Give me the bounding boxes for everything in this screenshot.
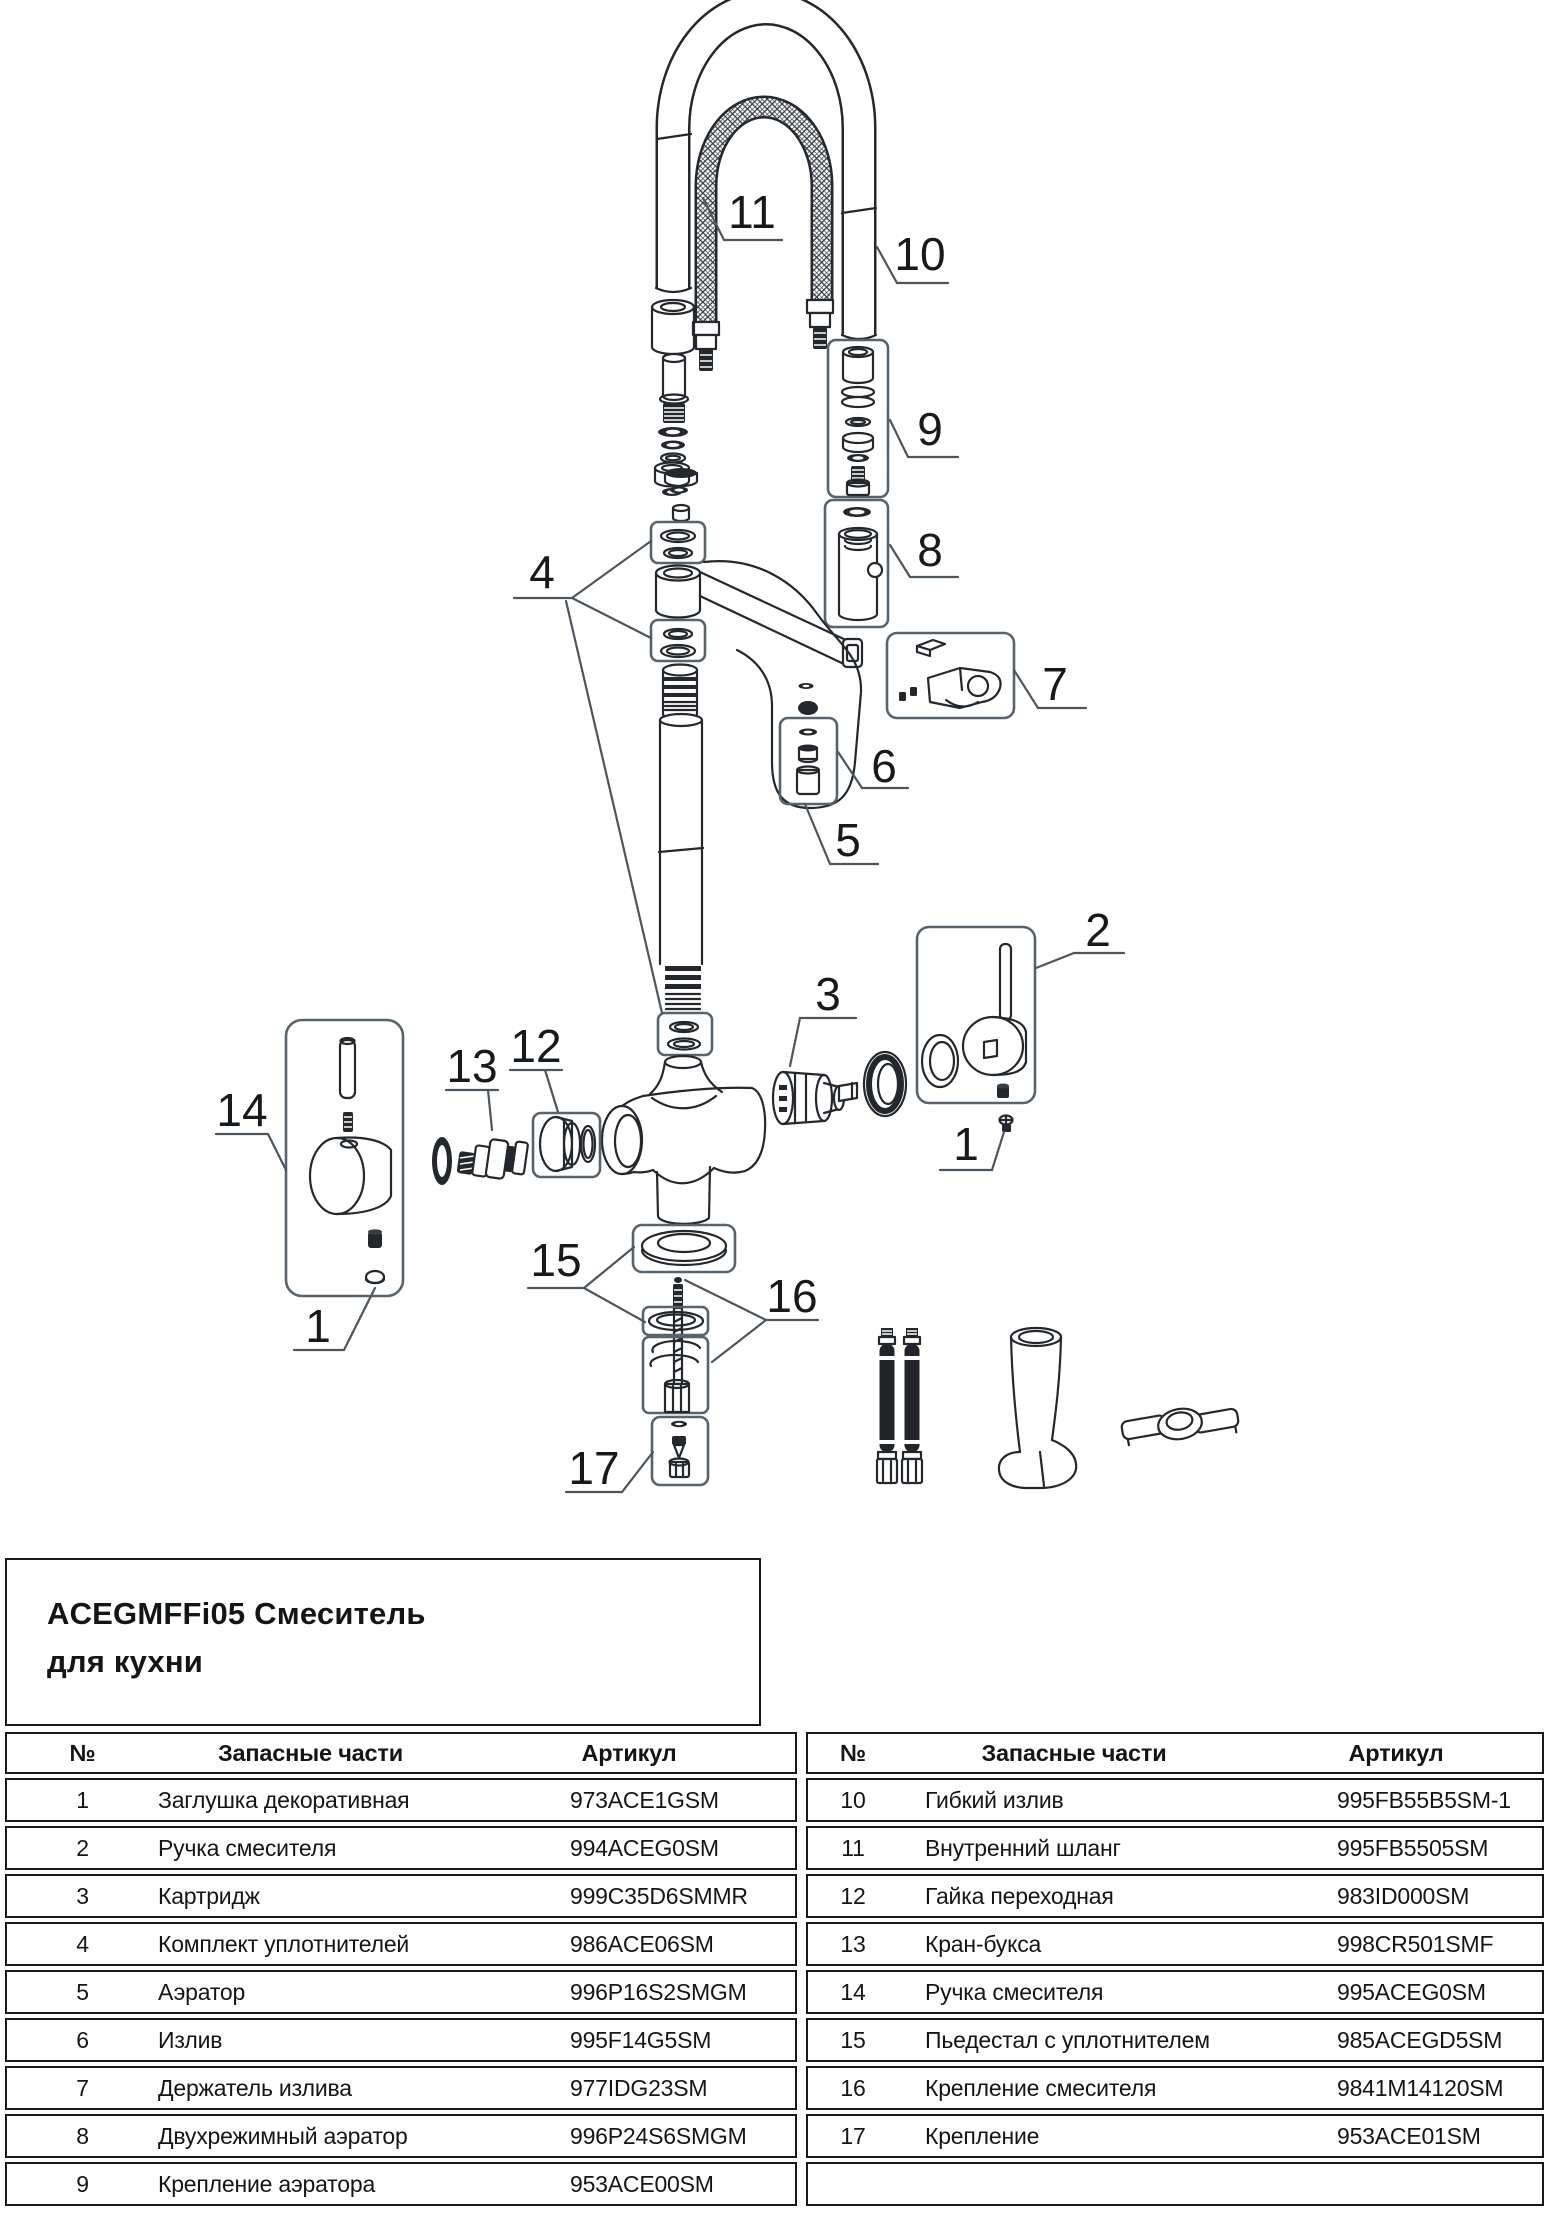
callout-17: 17	[568, 1442, 620, 1494]
cell-num: 7	[76, 2074, 89, 2101]
seal-kit-and-spout	[651, 468, 862, 1055]
title-line-2: для кухни	[47, 1644, 204, 1679]
header-article: Артикул	[1348, 1739, 1444, 1766]
cell-article: 995FB5505SM	[1337, 1834, 1489, 1861]
cell-num: 15	[840, 2026, 866, 2053]
cell-num: 10	[840, 1786, 866, 1813]
table-row	[5, 1778, 797, 1822]
table-row	[5, 2066, 797, 2110]
cell-article: 995ACEG0SM	[1337, 1978, 1486, 2005]
callout-9: 9	[917, 403, 943, 455]
adapter-nut-box	[533, 1113, 600, 1177]
mounting-stud-group	[643, 1277, 708, 1413]
cell-name: Двухрежимный аэратор	[158, 2122, 408, 2149]
table-row	[5, 1970, 797, 2014]
handle-group-box	[917, 927, 1035, 1103]
callout-13: 13	[446, 1040, 498, 1092]
part8-group-box	[825, 500, 888, 627]
pedestal-box	[633, 1225, 735, 1272]
table-row	[806, 1826, 1544, 1870]
cell-name: Кран-букса	[925, 1930, 1042, 1957]
table-row	[806, 2066, 1544, 2110]
cell-article: 996P16S2SMGM	[570, 1978, 747, 2005]
cell-article: 985ACEGD5SM	[1337, 2026, 1503, 2053]
callout-10: 10	[894, 228, 946, 280]
cell-article: 983ID000SM	[1337, 1882, 1470, 1909]
cell-name: Крепление аэратора	[158, 2170, 376, 2197]
cell-num: 17	[840, 2122, 866, 2149]
parts-table-right	[806, 1732, 1544, 2210]
cell-num: 6	[76, 2026, 89, 2053]
cell-name: Крепление	[925, 2122, 1040, 2149]
callout-16: 16	[766, 1270, 818, 1322]
callout-11: 11	[728, 186, 776, 238]
cell-article: 998CR501SMF	[1337, 1930, 1494, 1957]
cell-name: Внутренний шланг	[925, 1834, 1121, 1861]
cell-article: 996P24S6SMGM	[570, 2122, 747, 2149]
cartridge	[773, 1072, 857, 1124]
aerator-parts-stack	[652, 300, 694, 496]
table-row	[5, 1826, 797, 1870]
faucet-body	[602, 1056, 765, 1224]
part9-group-box	[828, 340, 888, 497]
table-row	[5, 2114, 797, 2158]
cell-num: 13	[840, 1930, 866, 1957]
callout-1-right: 1	[953, 1118, 979, 1170]
flexible-spout-tube	[656, 8, 876, 339]
table-row	[5, 1874, 797, 1918]
callout-12: 12	[510, 1020, 562, 1072]
callout-5: 5	[835, 814, 861, 866]
callout-8: 8	[917, 524, 943, 576]
callout-6: 6	[871, 740, 897, 792]
table-row-empty	[806, 2162, 1544, 2206]
cartridge-nut	[864, 1052, 906, 1116]
cell-num: 9	[76, 2170, 89, 2197]
cell-article: 995FB55B5SM-1	[1337, 1786, 1511, 1813]
header-num: №	[840, 1739, 866, 1766]
callout-15: 15	[530, 1234, 582, 1286]
fixing-box	[652, 1417, 708, 1485]
table-row	[806, 1970, 1544, 2014]
table-row	[5, 2018, 797, 2062]
table-row	[806, 1778, 1544, 1822]
cell-name: Гайка переходная	[925, 1882, 1114, 1909]
cell-name: Картридж	[158, 1882, 260, 1909]
table-row	[806, 2114, 1544, 2158]
cell-num: 1	[76, 1786, 89, 1813]
title-line-1: ACEGMFFi05 Смеситель	[47, 1596, 426, 1631]
part7-group-box	[887, 633, 1014, 718]
header-parts: Запасные части	[218, 1739, 403, 1766]
mounting-pipe	[999, 1328, 1076, 1488]
supply-hoses	[877, 1328, 922, 1483]
callout-14: 14	[216, 1084, 268, 1136]
cell-num: 4	[76, 1930, 89, 1957]
table-row	[5, 2162, 797, 2206]
parts-table-left	[5, 1732, 797, 2210]
table-row	[806, 1922, 1544, 1966]
table-row	[5, 1922, 797, 1966]
cell-num: 12	[840, 1882, 866, 1909]
cell-num: 2	[76, 1834, 89, 1861]
cell-name: Ручка смесителя	[925, 1978, 1104, 2005]
callout-3: 3	[815, 968, 841, 1020]
cell-article: 953ACE00SM	[570, 2170, 714, 2197]
cell-num: 8	[76, 2122, 89, 2149]
cell-name: Крепление смесителя	[925, 2074, 1157, 2101]
cell-article: 995F14G5SM	[570, 2026, 712, 2053]
cell-num: 16	[840, 2074, 866, 2101]
side-handle-box	[286, 1020, 403, 1296]
table-row	[806, 1874, 1544, 1918]
cell-name: Держатель излива	[158, 2074, 352, 2101]
header-parts: Запасные части	[981, 1739, 1167, 1766]
callout-4: 4	[529, 546, 555, 598]
callout-2: 2	[1085, 904, 1111, 956]
cell-article: 973ACE1GSM	[570, 1786, 719, 1813]
cell-num: 3	[76, 1882, 89, 1909]
valve-spindle	[432, 1137, 528, 1185]
cell-article: 999C35D6SMMR	[570, 1882, 748, 1909]
cell-name: Ручка смесителя	[158, 1834, 337, 1861]
header-num: №	[69, 1739, 96, 1766]
mounting-wrench	[1120, 1399, 1240, 1452]
header-article: Артикул	[581, 1739, 677, 1766]
callouts	[216, 186, 1124, 1494]
cell-article: 986ACE06SM	[570, 1930, 714, 1957]
callout-1-left: 1	[305, 1300, 331, 1352]
cell-name: Пьедестал с уплотнителем	[925, 2026, 1210, 2053]
cell-article: 9841M14120SM	[1337, 2074, 1504, 2101]
cell-num: 11	[841, 1834, 865, 1861]
cell-name: Излив	[158, 2026, 223, 2053]
cell-name: Заглушка декоративная	[158, 1786, 410, 1813]
table-header	[806, 1732, 1544, 1774]
cell-article: 953ACE01SM	[1337, 2122, 1481, 2149]
cell-name: Гибкий излив	[925, 1786, 1064, 1813]
cell-name: Аэратор	[158, 1978, 246, 2005]
cell-name: Комплект уплотнителей	[158, 1930, 410, 1957]
cell-article: 994ACEG0SM	[570, 1834, 719, 1861]
table-header	[5, 1732, 797, 1774]
table-row	[806, 2018, 1544, 2062]
cell-num: 5	[76, 1978, 89, 2005]
title-box	[5, 1558, 761, 1726]
cell-article: 977IDG23SM	[570, 2074, 708, 2101]
cell-num: 14	[840, 1978, 866, 2005]
callout-7: 7	[1042, 658, 1068, 710]
decor-plug-screw-right	[1000, 1116, 1013, 1133]
